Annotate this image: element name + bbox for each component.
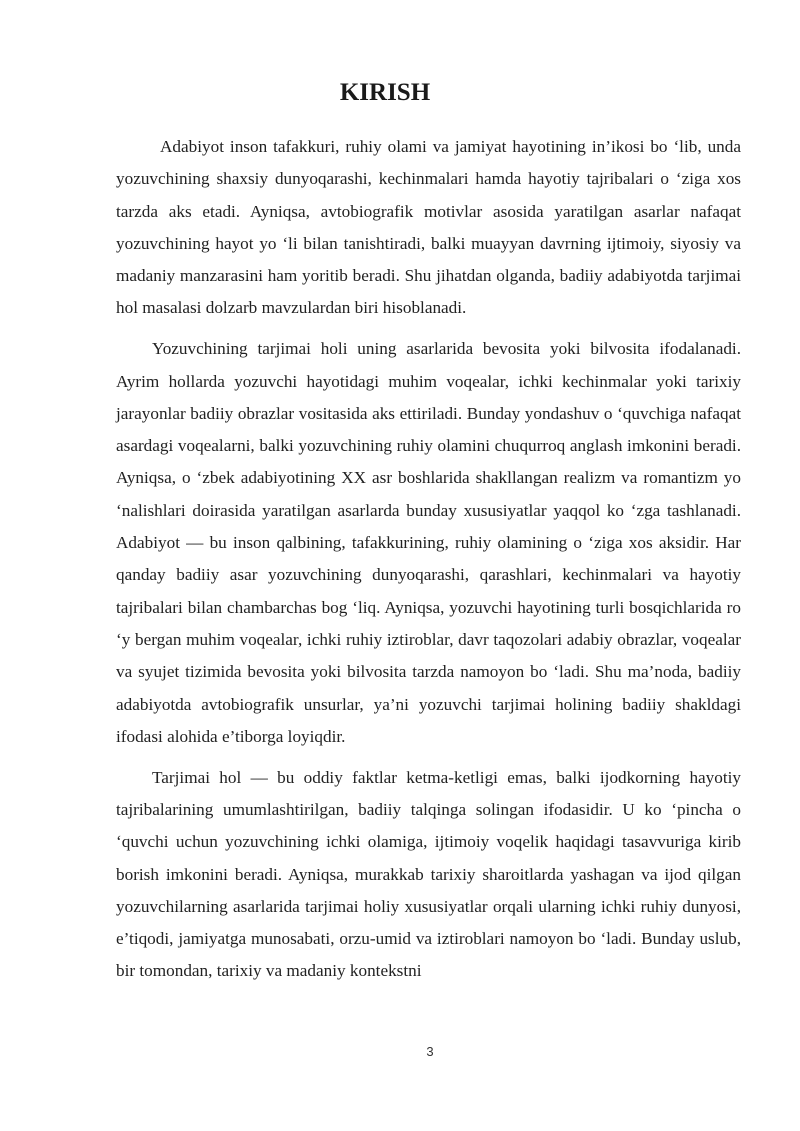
body-text bbox=[116, 131, 741, 988]
paragraph-2: Yozuvchining tarjimai holi uning asarlarida bevosita yoki bilvosita ifodalanadi. Ayrim hollarda yozuvchi hayotidagi muhim voqealar, ichki kechinmalar yoki tarixiy jarayonlar badiiy obrazlar vositasida aks ettiriladi. Bunday yondashuv o ‘quvchiga nafaqat asardagi voqealarni, balki yozuvchining ruhiy olamini chuqurroq anglash imkonini beradi. Ayniqsa, o ‘zbek adabiyotining XX asr boshlarida shakllangan realizm va romantizm yo ‘nalishlari doirasida yaratilgan asarlarda bunday xususiyatlar yaqqol ko ‘zga tashlanadi. Adabiyot — bu inson qalbining, tafakkurining, ruhiy olamining o ‘ziga xos aksidir. Har qanday badiiy asar yozuvchining dunyoqarashi, qarashlari, kechinmalari va hayotiy tajribalari bilan chambarchas bog ‘liq. Ayniqsa, yozuvchi hayotining turli bosqichlarida ro ‘y bergan muhim voqealar, ichki ruhiy iztiroblar, davr taqozolari adabiy obrazlar, voqealar va syujet tizimida bevosita yoki bilvosita tarzda namoyon bo ‘ladi. Shu ma’noda, badiiy adabiyotda avtobiografik unsurlar, ya’ni yozuvchi tarjimai holining badiiy shakldagi ifodasi alohida e’tiborga loyiqdir. bbox=[116, 339, 741, 746]
paragraph-1: Adabiyot inson tafakkuri, ruhiy olami va jamiyat hayotining in’ikosi bo ‘lib, unda yozuvchining shaxsiy dunyoqarashi, kechinmalari hamda hayotiy tajribalari o ‘ziga xos tarzda aks etadi. Ayniqsa, avtobiografik motivlar asosida yaratilgan asarlar nafaqat yozuvchining hayot yo ‘li bilan tanishtiradi, balki muayyan davrning ijtimoiy, siyosiy va madaniy manzarasini ham yoritib beradi. Shu jihatdan olganda, badiiy adabiyotda tarjimai hol masalasi dolzarb mavzulardan biri hisoblanadi. bbox=[116, 137, 741, 318]
section-title: KIRISH bbox=[339, 79, 431, 106]
paragraph-3: Tarjimai hol — bu oddiy faktlar ketma-ketligi emas, balki ijodkorning hayotiy tajribalarining umumlashtirilgan, badiiy talqinga solingan ifodasidir. U ko ‘pincha o ‘quvchi uchun yozuvchining ichki olamiga, ijtimoiy voqelik haqidagi tasavvuriga kirib borish imkonini beradi. Ayniqsa, murakkab tarixiy sharoitlarda yashagan va ijod qilgan yozuvchilarning asarlarida tarjimai holiy xususiyatlar orqali ularning ichki ruhiy dunyosi, e’tiqodi, jamiyatga munosabati, orzu-umid va iztiroblari namoyon bo ‘ladi. Bunday uslub, bir tomondan, tarixiy va madaniy kontekstni bbox=[116, 767, 741, 981]
page-number: 3 bbox=[426, 1044, 434, 1059]
